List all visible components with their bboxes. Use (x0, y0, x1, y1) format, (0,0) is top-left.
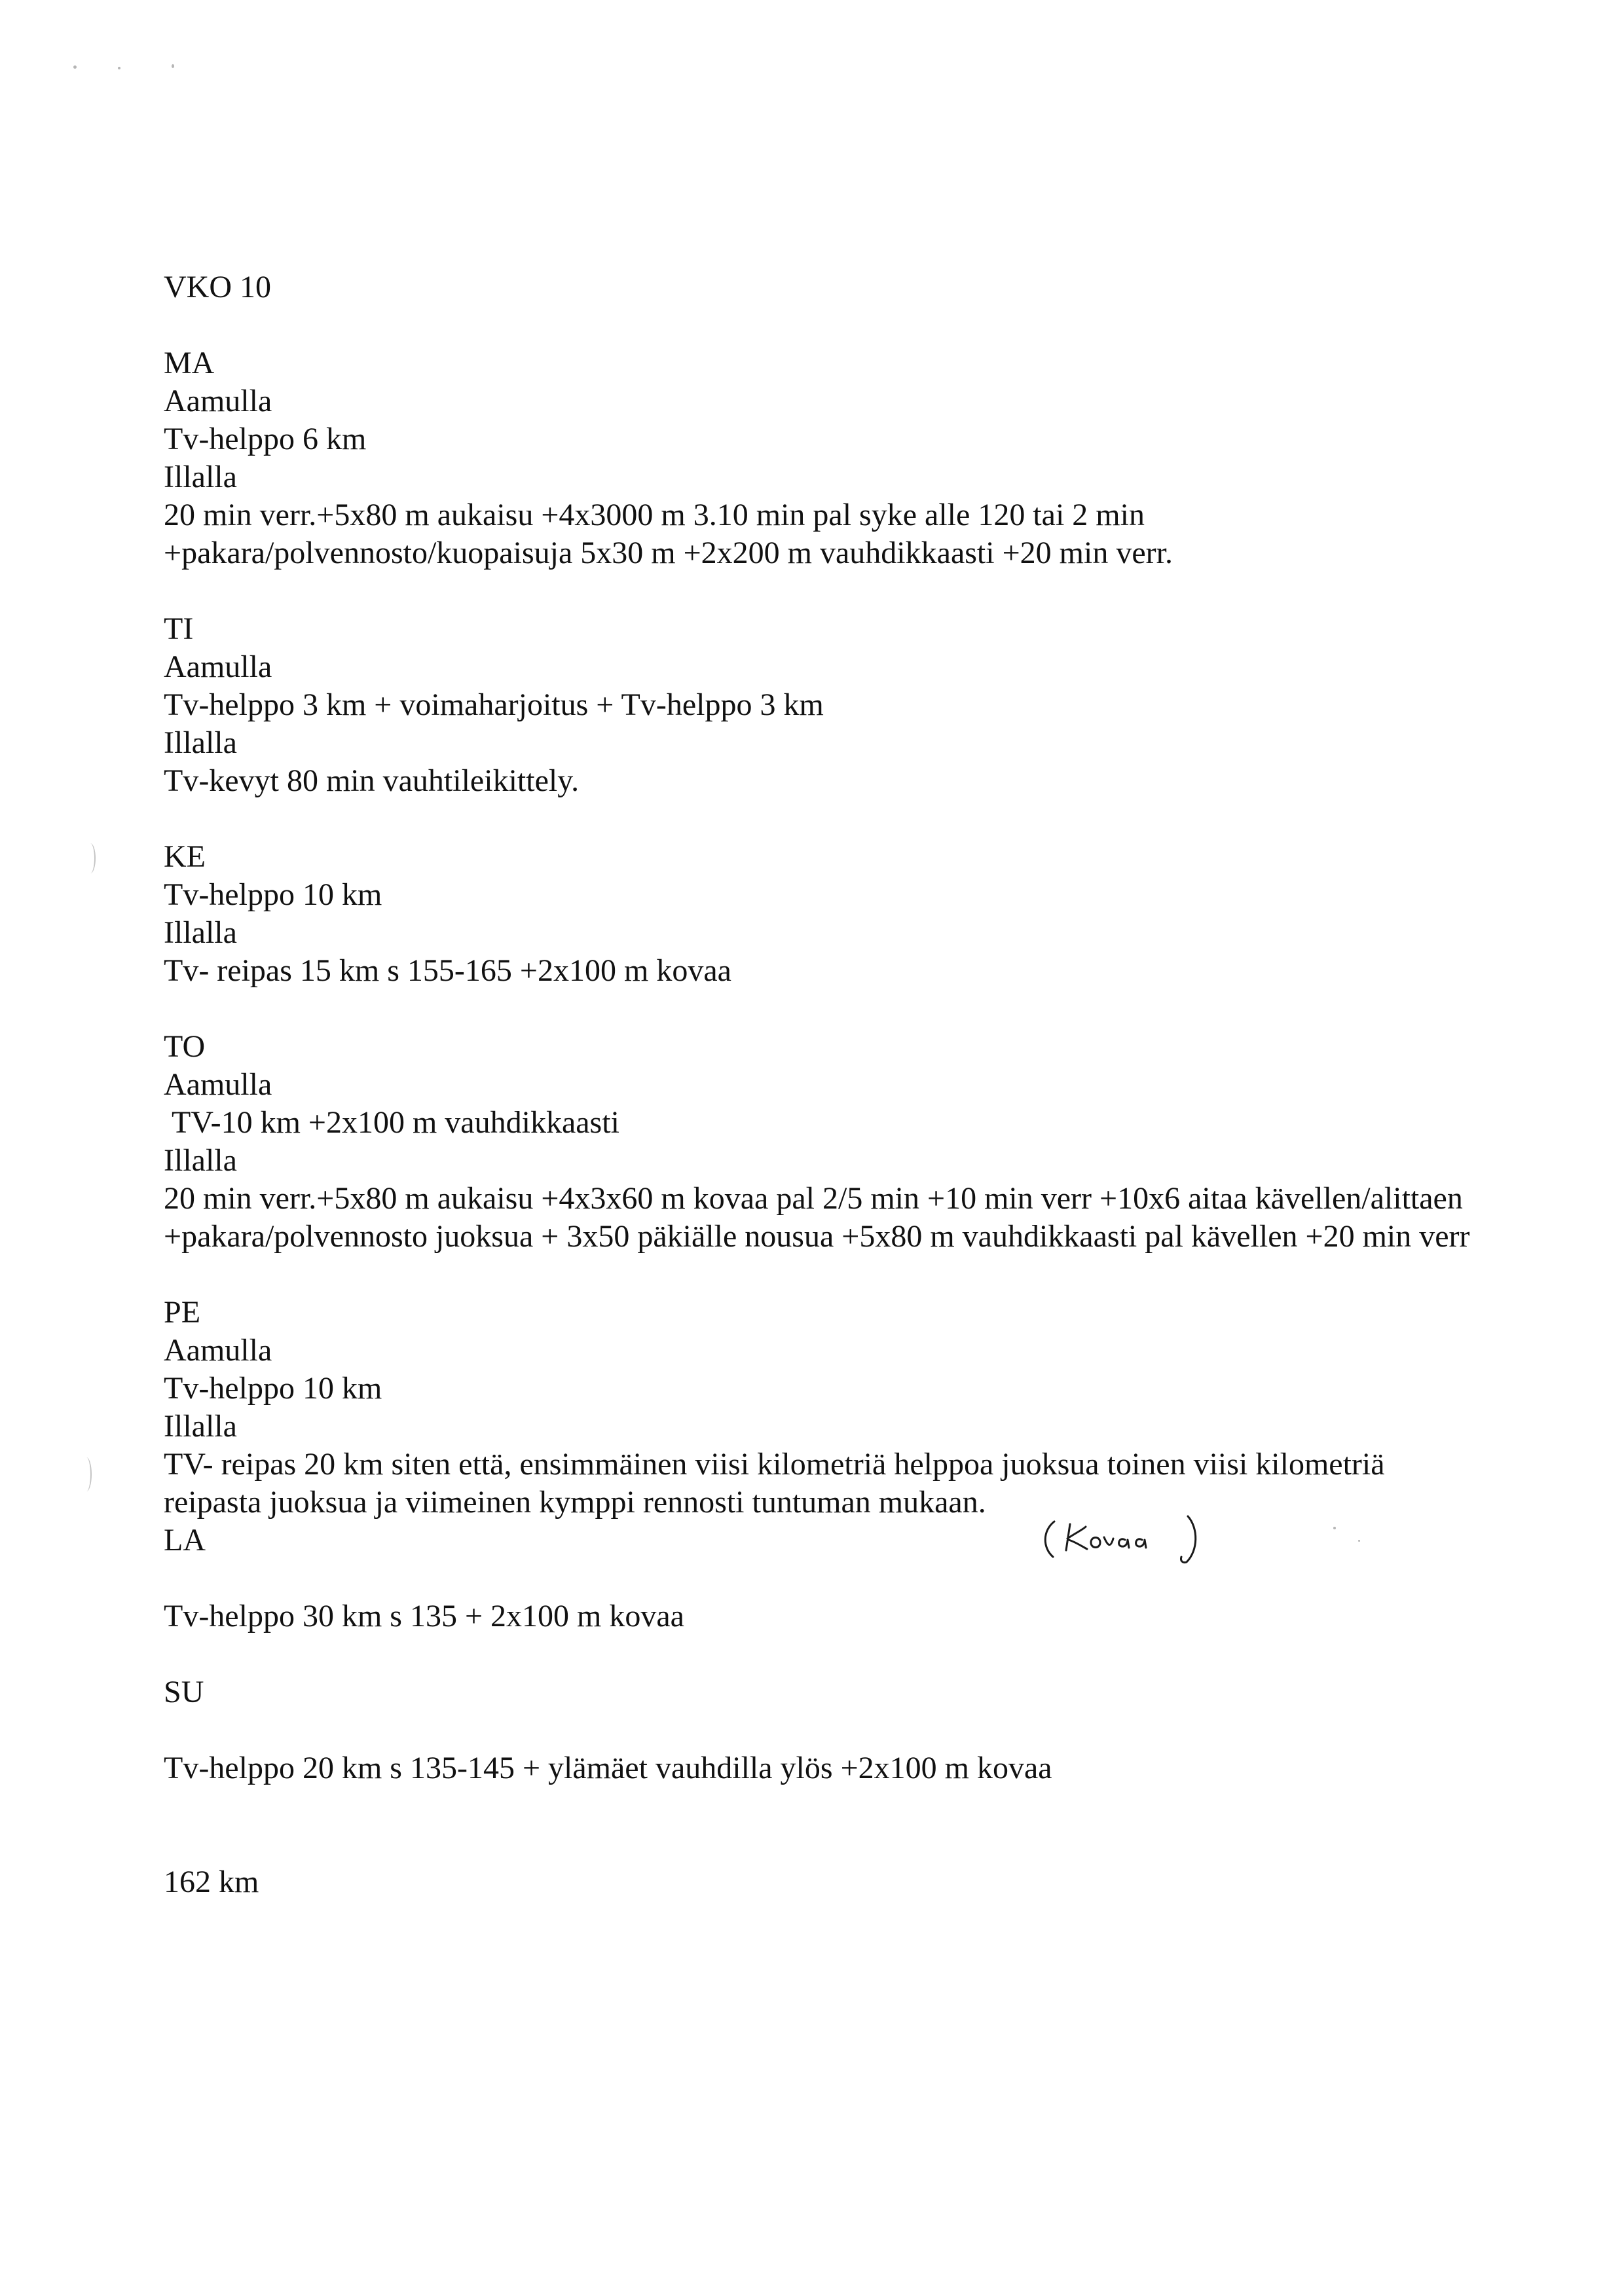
week-heading: VKO 10 (164, 270, 271, 304)
day-section-pe (164, 1294, 1513, 1522)
session-label-morning: Aamulla (164, 1333, 272, 1368)
session-label-evening: Illalla (164, 1409, 237, 1444)
day-section-ma (164, 344, 1513, 572)
workout-line: TV-10 km +2x100 m vauhdikkaasti (172, 1105, 619, 1140)
session-label-evening: Illalla (164, 1143, 237, 1178)
scan-speck (118, 67, 120, 69)
scan-speck (73, 65, 77, 69)
day-heading: TO (164, 1029, 206, 1064)
day-heading: PE (164, 1295, 201, 1330)
day-heading: LA (164, 1523, 206, 1558)
day-heading: KE (164, 839, 206, 874)
session-label-evening: Illalla (164, 915, 237, 950)
session-label-morning: Aamulla (164, 384, 272, 418)
weekly-total: 162 km (164, 1865, 259, 1899)
scan-mark (81, 1457, 92, 1491)
day-section-la (164, 1522, 1513, 1635)
day-heading: MA (164, 346, 215, 380)
session-label-evening: Illalla (164, 725, 237, 760)
day-section-ke (164, 838, 1513, 990)
workout-line: Tv-helppo 6 km (164, 422, 367, 456)
session-label-morning: Aamulla (164, 649, 272, 684)
workout-line: Tv-helppo 10 km (164, 877, 382, 912)
workout-line: +pakara/polvennosto/kuopaisuja 5x30 m +2x200 m vauhdikkaasti +20 min verr. (164, 536, 1173, 570)
session-label-morning: Aamulla (164, 1067, 272, 1102)
handwritten-open-paren (1045, 1522, 1054, 1557)
scan-mark (85, 843, 96, 873)
day-section-to (164, 1028, 1513, 1256)
workout-line: Tv-helppo 3 km + voimaharjoitus + Tv-helppo 3 km (164, 687, 824, 722)
scan-speck (172, 64, 174, 68)
workout-line: Tv-helppo 20 km s 135-145 + ylämäet vauhdilla ylös +2x100 m kovaa (164, 1751, 1052, 1785)
workout-paragraph: 20 min verr.+5x80 m aukaisu +4x3x60 m kovaa pal 2/5 min +10 min verr +10x6 aitaa kävellen/alittaen +pakara/polvennosto juoksua + 3x50 päkiälle nousua +5x80 m vauhdikkaasti pal kävellen +20 min verr (164, 1181, 1470, 1254)
day-section-su (164, 1673, 1513, 1787)
handwritten-word (1066, 1524, 1146, 1550)
workout-line: Tv-helppo 10 km (164, 1371, 382, 1406)
workout-line: 20 min verr.+5x80 m aukaisu +4x3000 m 3.10 min pal syke alle 120 tai 2 min (164, 498, 1145, 532)
workout-line: Tv- reipas 15 km s 155-165 +2x100 m kovaa (164, 953, 731, 988)
day-heading: TI (164, 611, 194, 646)
day-section-ti (164, 610, 1513, 800)
workout-line: Tv-helppo 30 km s 135 + 2x100 m kovaa (164, 1599, 684, 1633)
day-heading: SU (164, 1675, 204, 1709)
handwritten-close-paren (1181, 1516, 1195, 1563)
handwritten-note (1036, 1510, 1213, 1569)
workout-line: Tv-kevyt 80 min vauhtileikittely. (164, 763, 580, 798)
workout-line: reipasta juoksua ja viimeinen kymppi rennosti tuntuman mukaan. (164, 1485, 986, 1520)
session-label-evening: Illalla (164, 460, 237, 494)
training-plan (164, 268, 1513, 1901)
workout-line: TV- reipas 20 km siten että, ensimmäinen viisi kilometriä helppoa juoksua toinen viisi kilometriä (164, 1447, 1385, 1482)
